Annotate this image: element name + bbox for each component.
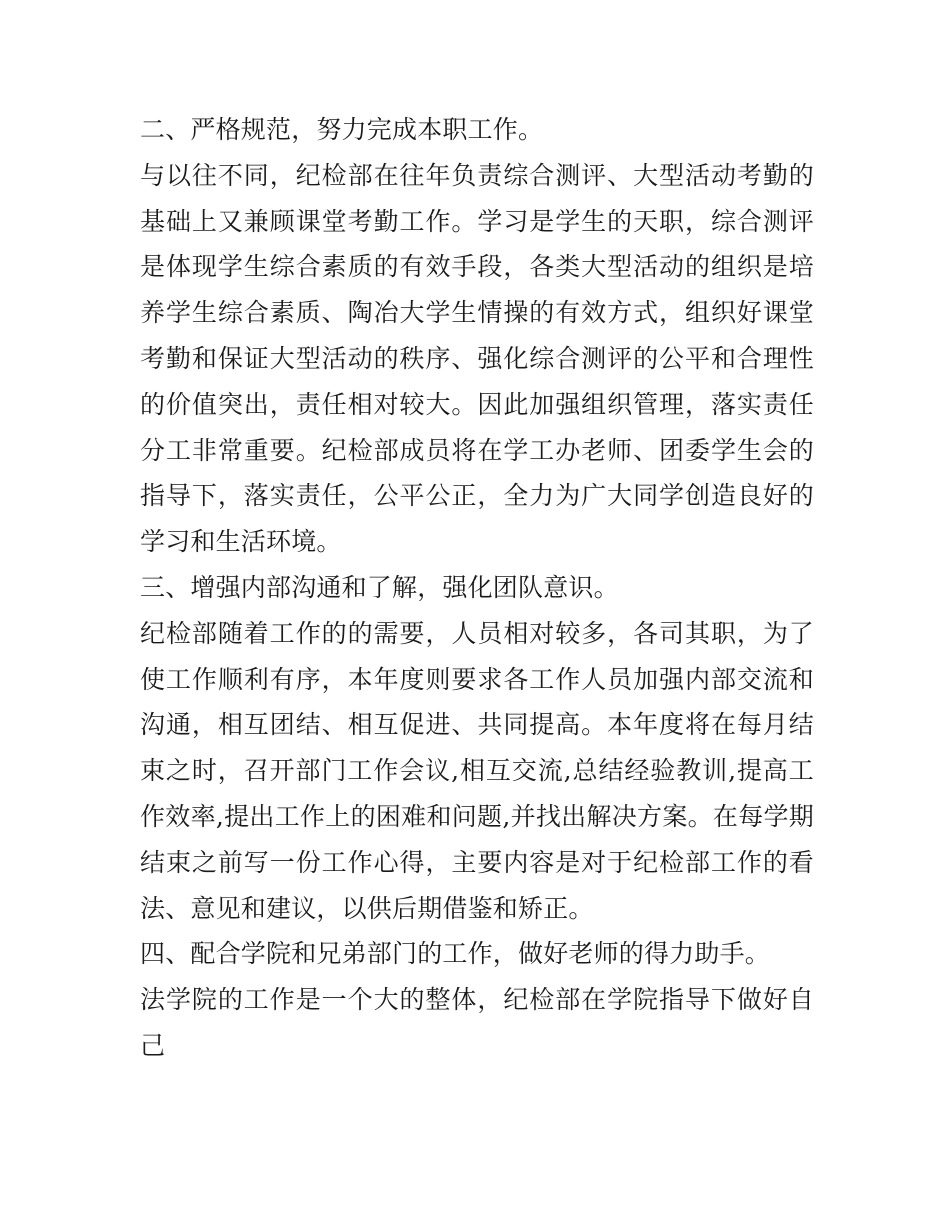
document-body (140, 107, 814, 1069)
section-heading-4: 四、配合学院和兄弟部门的工作，做好老师的得力助手。 (140, 939, 771, 969)
body-paragraph: 纪检部随着工作的的需要，人员相对较多，各司其职，为了使工作顺利有序，本年度则要求各工作人员加强内部交流和沟通，相互团结、相互促进、共同提高。本年度将在每月结束之时，召开部门工作会议,相互交流,总结经验教训,提高工作效率,提出工作上的困难和问题,并找出解决方案。在每学期结束之前写一份工作心得，主要内容是对于纪检部工作的看法、意见和建议，以供后期借鉴和矫正。 (140, 618, 814, 923)
body-paragraph: 与以往不同，纪检部在往年负责综合测评、大型活动考勤的基础上又兼顾课堂考勤工作。学习是学生的天职，综合测评是体现学生综合素质的有效手段，各类大型活动的组织是培养学生综合素质、陶冶大学生情操的有效方式，组织好课堂考勤和保证大型活动的秩序、强化综合测评的公平和合理性的价值突出，责任相对较大。因此加强组织管理，落实责任分工非常重要。纪检部成员将在学工办老师、团委学生会的指导下，落实责任，公平公正，全力为广大同学创造良好的学习和生活环境。 (140, 160, 814, 557)
section-heading-2: 二、严格规范，努力完成本职工作。 (140, 115, 544, 144)
body-paragraph: 法学院的工作是一个大的整体，纪检部在学院指导下做好自己 (140, 985, 814, 1060)
section-heading-3: 三、增强内部沟通和了解，强化团队意识。 (140, 572, 619, 602)
